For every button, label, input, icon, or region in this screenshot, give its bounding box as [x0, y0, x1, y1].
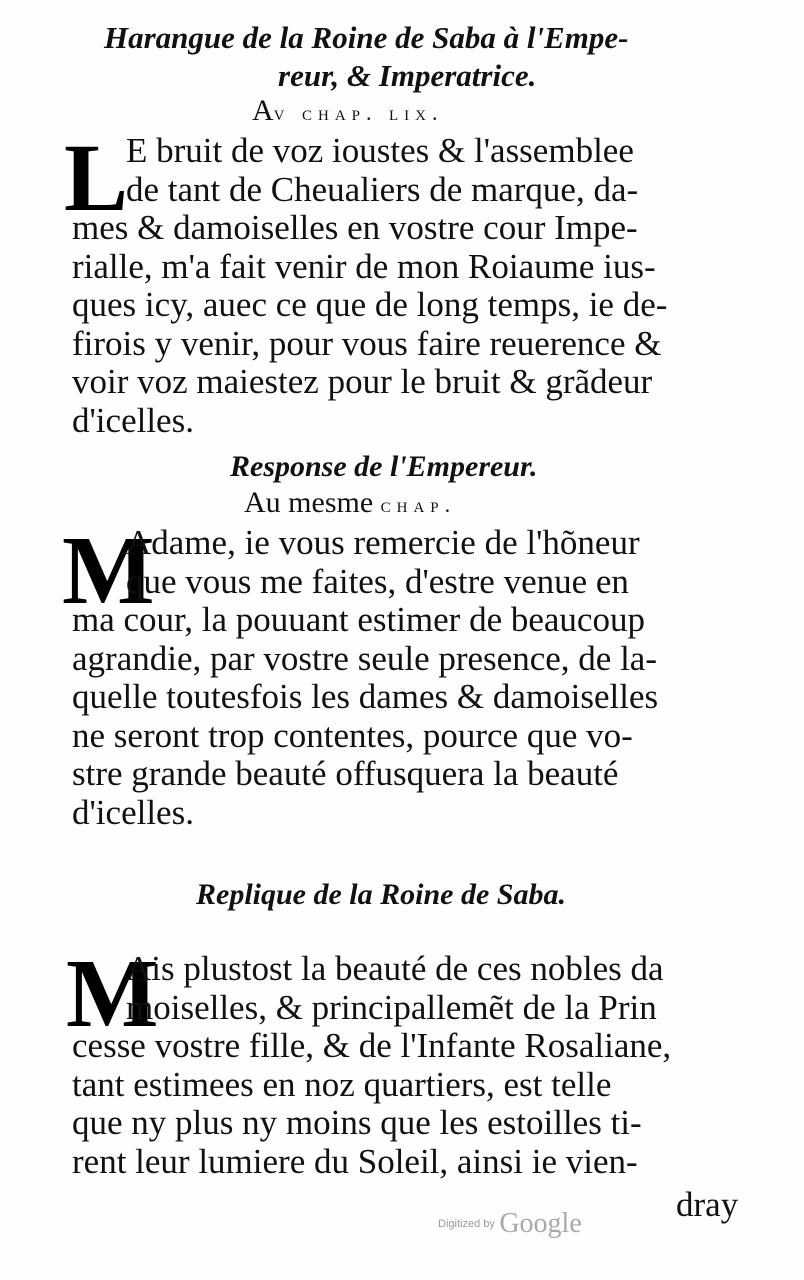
section2-line-7: stre grande beauté offusquera la beauté — [72, 754, 619, 793]
section3-line-3: cesse vostre fille, & de l'Infante Rosaliane, — [72, 1026, 672, 1065]
section1-chapter-prefix: A — [252, 94, 274, 127]
section1-line-7: voir voz maiestez pour le bruit & grãdeur — [72, 362, 653, 401]
section3-line-1: Ais plustost la beauté de ces nobles da — [126, 949, 664, 988]
section2-line-6: ne seront trop contentes, pource que vo- — [72, 715, 633, 755]
section3-heading: Replique de la Roine de Saba. — [196, 878, 566, 911]
section1-line-2: de tant de Cheualiers de marque, da- — [126, 169, 639, 209]
section1-heading-line1: Harangue de la Roine de Saba à l'Empe- — [104, 20, 629, 55]
section1-line-1: E bruit de voz ioustes & l'assemblee — [126, 131, 634, 170]
section2-line-2: que vous me faites, d'estre venue en — [126, 561, 629, 601]
section1-line-4: rialle, m'a fait venir de mon Roiaume ius- — [72, 246, 656, 286]
section2-line-4: agrandie, par vostre seule presence, de la- — [72, 638, 657, 678]
section1-chapter-text: v chap. lix. — [273, 100, 444, 125]
section2-line-1: Adame, ie vous remercie de l'hõneur — [126, 523, 640, 562]
section1-heading-line2: reur, & Imperatrice. — [278, 58, 537, 93]
section3-line-6: rent leur lumiere du Soleil, ainsi ie vien- — [72, 1141, 638, 1181]
section1-line-6: firois y venir, pour vous faire reuerence & — [72, 323, 662, 363]
section3-dropcap: M — [66, 940, 159, 1048]
section2-line-8: d'icelles. — [72, 792, 194, 832]
section2-chapter-ref — [244, 486, 456, 520]
catchword: dray — [676, 1185, 739, 1224]
section2-chapter-text: chap. — [380, 492, 457, 517]
digitized-by-watermark — [438, 1208, 582, 1240]
section1-dropcap: L — [64, 124, 129, 231]
section2-line-3: ma cour, la pouuant estimer de beaucoup — [72, 600, 645, 639]
section1-line-3: mes & damoiselles en vostre cour Impe- — [72, 208, 638, 247]
section2-heading: Response de l'Empereur. — [230, 450, 538, 483]
section1-line-8: d'icelles. — [72, 400, 194, 440]
section2-dropcap: M — [62, 517, 155, 625]
watermark-prefix: Digitized by — [438, 1218, 495, 1230]
section3-line-5: que ny plus ny moins que les estoilles ti- — [72, 1103, 642, 1142]
section3-line-2: moiselles, & principallemẽt de la Prin — [126, 987, 657, 1027]
section3-line-4: tant estimees en noz quartiers, est telle — [72, 1064, 612, 1104]
google-logo: Google — [499, 1208, 582, 1239]
section2-chapter-prefix: Au mesme — [244, 486, 374, 519]
section2-line-5: quelle toutesfois les dames & damoiselles — [72, 677, 659, 716]
section1-line-5: ques icy, auec ce que de long temps, ie de- — [72, 285, 668, 324]
section1-chapter-ref — [252, 94, 444, 128]
